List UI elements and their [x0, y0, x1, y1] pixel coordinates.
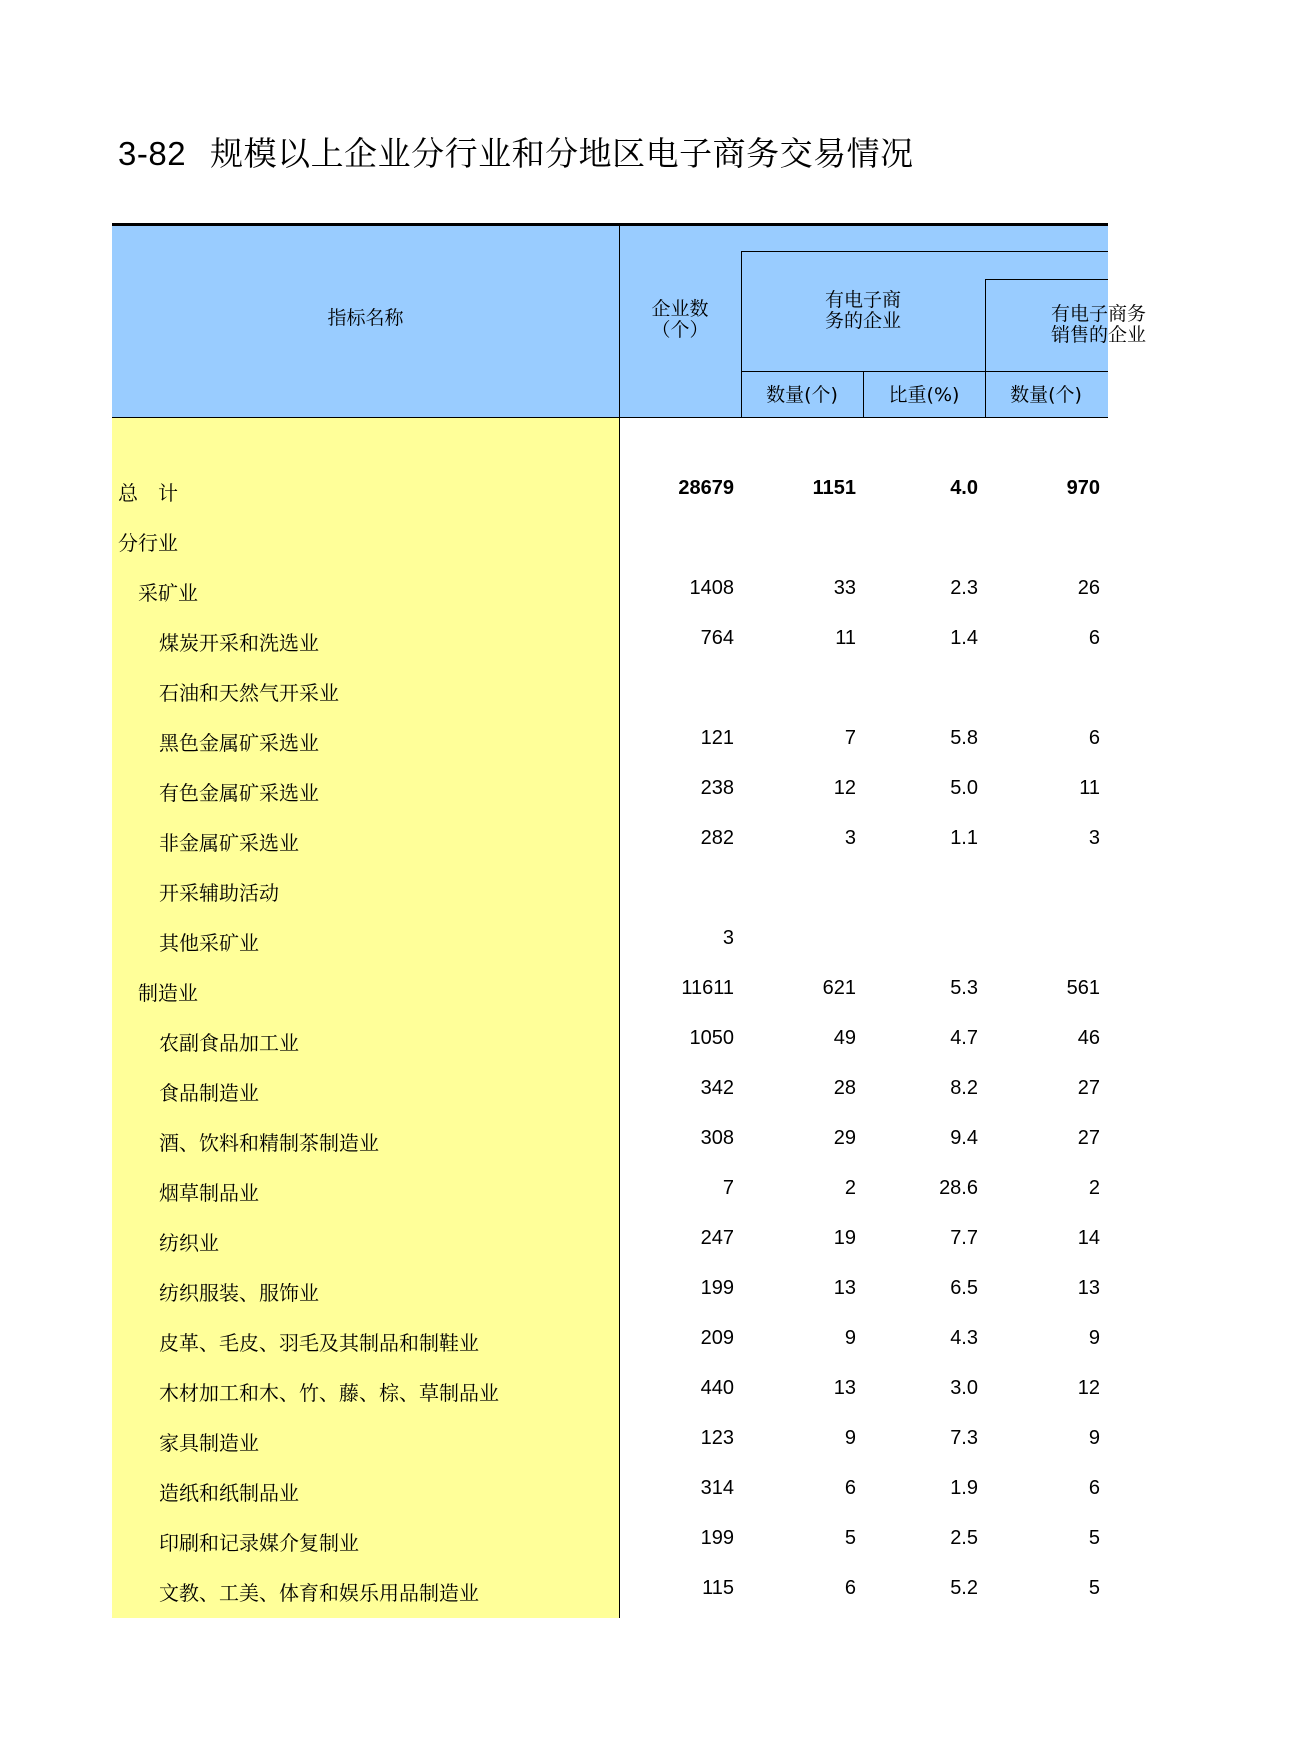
row-indicator-name: 分行业 [118, 531, 178, 555]
cell-enterprise-count: 209 [700, 1327, 734, 1349]
table-row [112, 665, 1108, 715]
cell-ecommerce-count: 1151 [812, 477, 856, 499]
cell-ecommerce-count: 5 [844, 1527, 856, 1549]
table-row [112, 965, 1108, 1015]
table-row [112, 1265, 1108, 1315]
cell-ecommerce-sales-count: 3 [1088, 827, 1100, 849]
cell-enterprise-count: 247 [700, 1227, 734, 1249]
header-bottom-rule [112, 417, 1108, 418]
cell-enterprise-count: 121 [700, 727, 734, 749]
cell-ecommerce-count: 9 [844, 1427, 856, 1449]
cell-ecommerce-share: 7.3 [950, 1427, 978, 1449]
table-row [112, 715, 1108, 765]
row-indicator-name: 造纸和纸制品业 [159, 1481, 299, 1505]
row-indicator-name: 非金属矿采选业 [159, 831, 299, 855]
cell-ecommerce-share: 7.7 [950, 1227, 978, 1249]
header-count-sales: 数量(个) [1010, 384, 1082, 406]
cell-ecommerce-sales-count: 11 [1079, 777, 1100, 799]
row-indicator-name: 木材加工和木、竹、藤、棕、草制品业 [159, 1381, 499, 1405]
cell-ecommerce-count: 49 [833, 1027, 856, 1049]
header-subgroup-top-rule [985, 279, 1108, 280]
cell-enterprise-count: 199 [700, 1527, 734, 1549]
cell-ecommerce-share: 1.1 [950, 827, 978, 849]
table-row [112, 615, 1108, 665]
cell-ecommerce-count: 11 [835, 627, 856, 649]
row-indicator-name: 皮革、毛皮、羽毛及其制品和制鞋业 [159, 1331, 479, 1355]
row-indicator-name: 总 计 [118, 481, 178, 505]
row-indicator-name: 文教、工美、体育和娱乐用品制造业 [159, 1581, 479, 1605]
cell-ecommerce-sales-count: 6 [1088, 627, 1100, 649]
cell-ecommerce-share: 2.5 [950, 1527, 978, 1549]
table-title: 规模以上企业分行业和分地区电子商务交易情况 [210, 134, 914, 173]
table-row [112, 1415, 1108, 1465]
header-enterprise-count: 企业数 （个） [651, 298, 709, 341]
cell-ecommerce-count: 19 [833, 1227, 856, 1249]
row-indicator-name: 石油和天然气开采业 [159, 681, 339, 705]
cell-ecommerce-share: 5.0 [950, 777, 978, 799]
cell-enterprise-count: 1408 [689, 577, 734, 599]
cell-enterprise-count: 7 [722, 1177, 734, 1199]
cell-ecommerce-share: 4.7 [950, 1027, 978, 1049]
cell-enterprise-count: 11611 [681, 977, 734, 999]
table-row [112, 915, 1108, 965]
row-indicator-name: 其他采矿业 [159, 931, 259, 955]
row-indicator-name: 黑色金属矿采选业 [159, 731, 319, 755]
cell-ecommerce-share: 4.3 [950, 1327, 978, 1349]
table-row [112, 1165, 1108, 1215]
cell-ecommerce-sales-count: 6 [1088, 727, 1100, 749]
cell-ecommerce-count: 12 [833, 777, 856, 799]
statistics-table [112, 223, 1147, 1618]
header-group-top-rule [741, 251, 1108, 252]
cell-ecommerce-count: 13 [833, 1277, 856, 1299]
cell-ecommerce-sales-count: 561 [1066, 977, 1100, 999]
table-row [112, 1065, 1108, 1115]
table-row [112, 765, 1108, 815]
cell-enterprise-count: 3 [722, 927, 734, 949]
cell-ecommerce-count: 29 [833, 1127, 856, 1149]
cell-ecommerce-sales-count: 9 [1088, 1427, 1100, 1449]
cell-ecommerce-count: 6 [844, 1577, 856, 1599]
table-row [112, 1565, 1108, 1615]
table-row [112, 865, 1108, 915]
cell-ecommerce-share: 5.8 [950, 727, 978, 749]
cell-ecommerce-share: 6.5 [950, 1277, 978, 1299]
cell-ecommerce-count: 621 [822, 977, 856, 999]
row-indicator-name: 家具制造业 [159, 1431, 259, 1455]
table-row [112, 1515, 1108, 1565]
cell-ecommerce-share: 3.0 [950, 1377, 978, 1399]
cell-ecommerce-sales-count: 26 [1077, 577, 1100, 599]
cell-enterprise-count: 199 [700, 1277, 734, 1299]
cell-enterprise-count: 342 [700, 1077, 734, 1099]
cell-ecommerce-share: 1.9 [950, 1477, 978, 1499]
table-number: 3-82 [118, 135, 187, 172]
header-share: 比重(%) [888, 384, 960, 406]
row-indicator-name: 纺织业 [159, 1231, 219, 1255]
row-indicator-name: 酒、饮料和精制茶制造业 [159, 1131, 379, 1155]
cell-ecommerce-sales-count: 970 [1066, 477, 1100, 499]
cell-enterprise-count: 28679 [678, 477, 734, 499]
header-ecommerce-enterprises: 有电子商 务的企业 [824, 289, 901, 332]
row-indicator-name: 采矿业 [138, 581, 198, 605]
row-indicator-name: 煤炭开采和洗选业 [159, 631, 319, 655]
table-row [112, 815, 1108, 865]
cell-ecommerce-count: 28 [833, 1077, 856, 1099]
cell-ecommerce-sales-count: 5 [1088, 1577, 1100, 1599]
cell-ecommerce-sales-count: 27 [1077, 1077, 1100, 1099]
table-row [112, 1465, 1108, 1515]
row-indicator-name: 制造业 [138, 981, 198, 1005]
cell-ecommerce-sales-count: 2 [1088, 1177, 1100, 1199]
cell-ecommerce-share: 5.3 [950, 977, 978, 999]
cell-ecommerce-count: 33 [833, 577, 856, 599]
row-indicator-name: 纺织服装、服饰业 [159, 1281, 319, 1305]
cell-ecommerce-sales-count: 13 [1077, 1277, 1100, 1299]
row-indicator-name: 烟草制品业 [159, 1181, 259, 1205]
cell-ecommerce-count: 7 [844, 727, 856, 749]
cell-ecommerce-sales-count: 46 [1077, 1027, 1100, 1049]
cell-ecommerce-sales-count: 27 [1077, 1127, 1100, 1149]
table-body [112, 465, 1108, 1615]
row-indicator-name: 有色金属矿采选业 [159, 781, 319, 805]
table-row [112, 1015, 1108, 1065]
header-subheader-rule [741, 371, 1108, 372]
cell-enterprise-count: 440 [700, 1377, 734, 1399]
cell-enterprise-count: 1050 [689, 1027, 734, 1049]
cell-ecommerce-share: 8.2 [950, 1077, 978, 1099]
cell-ecommerce-count: 6 [844, 1477, 856, 1499]
cell-ecommerce-count: 13 [833, 1377, 856, 1399]
page-title [118, 128, 914, 175]
cell-ecommerce-sales-count: 14 [1077, 1227, 1100, 1249]
table-row [112, 1215, 1108, 1265]
cell-enterprise-count: 308 [700, 1127, 734, 1149]
cell-ecommerce-count: 9 [844, 1327, 856, 1349]
row-indicator-name: 印刷和记录媒介复制业 [159, 1531, 359, 1555]
cell-ecommerce-sales-count: 9 [1088, 1327, 1100, 1349]
table-row [112, 1315, 1108, 1365]
cell-ecommerce-count: 3 [844, 827, 856, 849]
cell-ecommerce-share: 4.0 [950, 477, 978, 499]
cell-ecommerce-sales-count: 12 [1077, 1377, 1100, 1399]
cell-enterprise-count: 282 [700, 827, 734, 849]
cell-ecommerce-sales-count: 6 [1088, 1477, 1100, 1499]
cell-ecommerce-sales-count: 5 [1088, 1527, 1100, 1549]
header-indicator-name: 指标名称 [327, 307, 404, 329]
cell-ecommerce-share: 9.4 [950, 1127, 978, 1149]
cell-ecommerce-share: 2.3 [950, 577, 978, 599]
row-indicator-name: 开采辅助活动 [159, 881, 279, 905]
cell-ecommerce-share: 28.6 [939, 1177, 978, 1199]
header-ecommerce-sales-enterprises: 有电子商务 销售的企业 [1051, 303, 1147, 346]
table-row [112, 465, 1108, 515]
header-count: 数量(个) [766, 384, 838, 406]
cell-enterprise-count: 238 [700, 777, 734, 799]
row-indicator-name: 食品制造业 [159, 1081, 259, 1105]
cell-enterprise-count: 123 [700, 1427, 734, 1449]
table-row [112, 565, 1108, 615]
cell-enterprise-count: 115 [702, 1577, 734, 1599]
cell-ecommerce-count: 2 [844, 1177, 856, 1199]
cell-ecommerce-share: 1.4 [950, 627, 978, 649]
cell-ecommerce-share: 5.2 [950, 1577, 978, 1599]
row-indicator-name: 农副食品加工业 [159, 1031, 299, 1055]
table-row [112, 1115, 1108, 1165]
cell-enterprise-count: 764 [700, 627, 734, 649]
table-row [112, 1365, 1108, 1415]
table-row [112, 515, 1108, 565]
cell-enterprise-count: 314 [700, 1477, 734, 1499]
